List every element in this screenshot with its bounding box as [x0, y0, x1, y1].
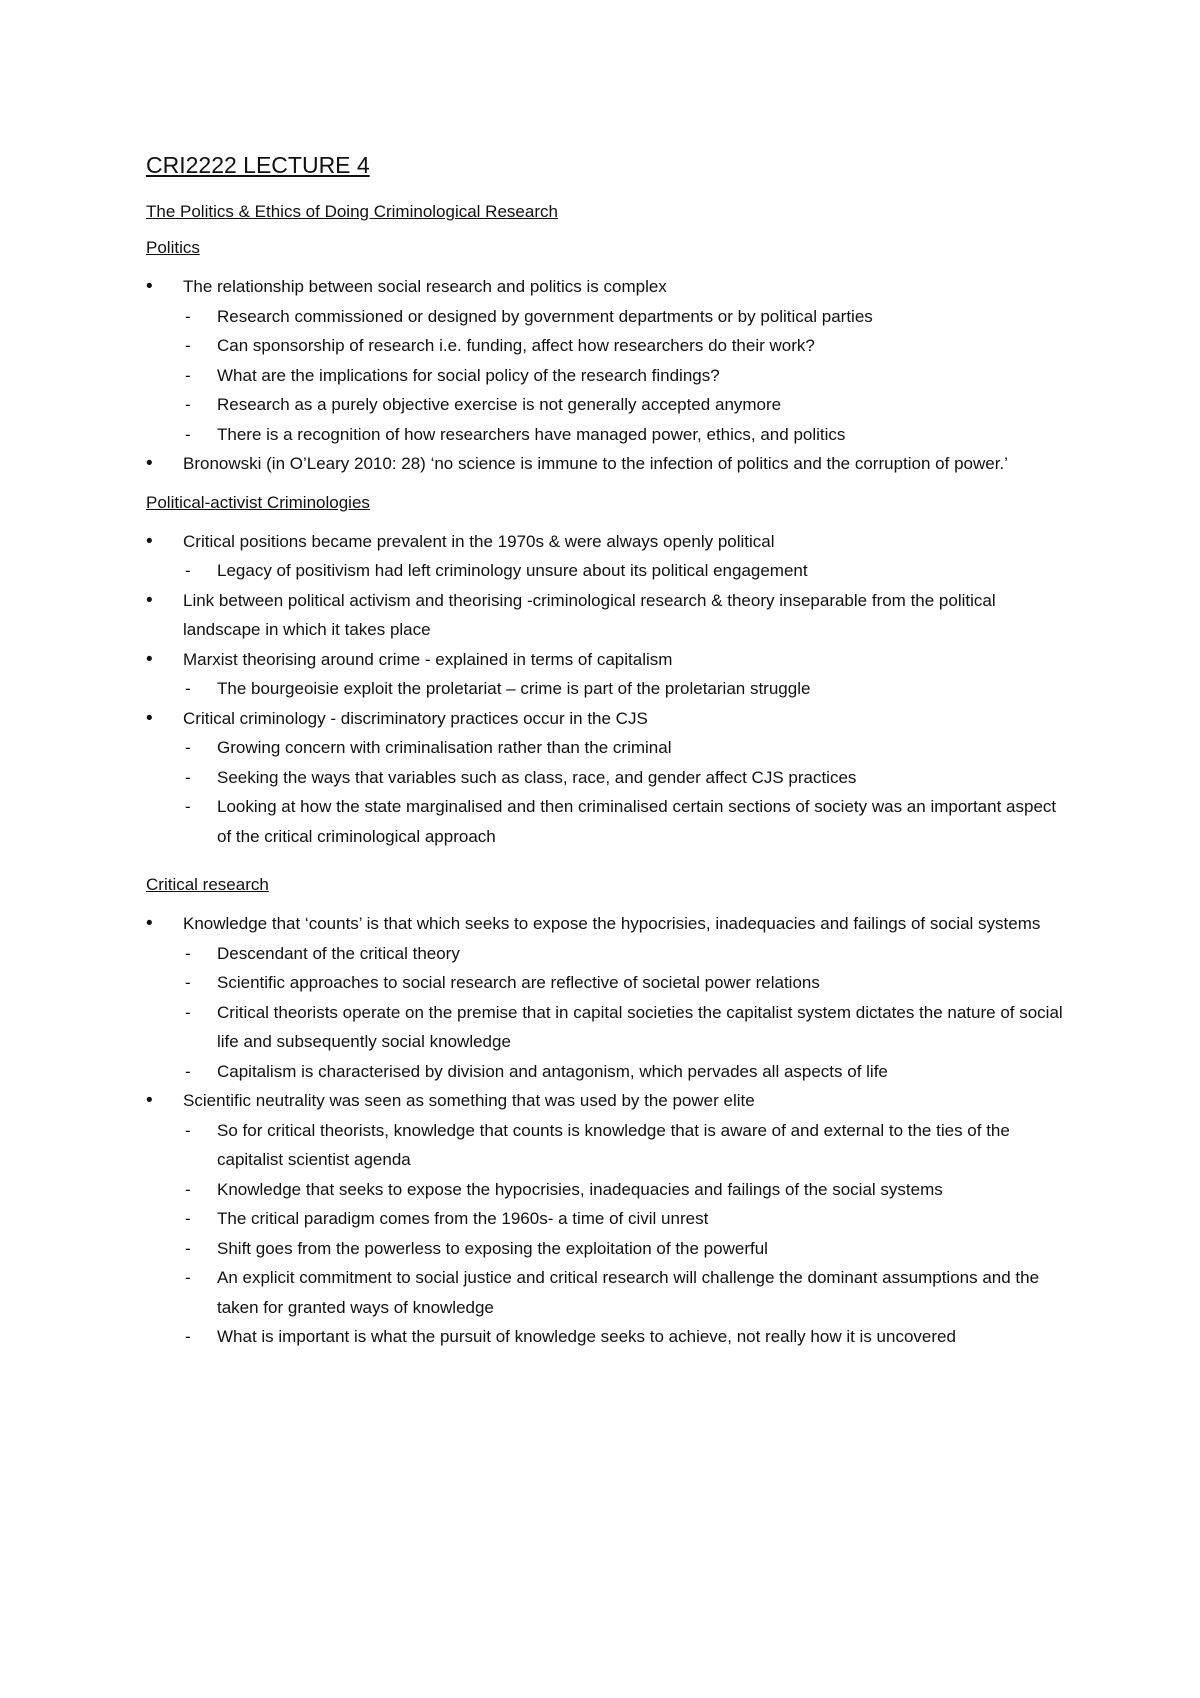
bullet-text: Knowledge that ‘counts’ is that which seeks to expose the hypocrisies, inadequacies and failings of social systems: [183, 914, 1041, 933]
dash-item: - Scientific approaches to social research are reflective of societal power relations: [183, 968, 1066, 998]
section-politics: [146, 236, 1066, 479]
dash-list: [183, 1116, 1066, 1352]
dash-list: [183, 939, 1066, 1087]
dash-item: - Seeking the ways that variables such as class, race, and gender affect CJS practices: [183, 763, 1066, 793]
section-heading: Critical research: [146, 875, 269, 894]
dash-item: - Critical theorists operate on the premise that in capital societies the capitalist system dictates the nature of social life and subsequently social knowledge: [183, 998, 1066, 1057]
dash-list: [183, 733, 1066, 851]
bullet-item: [146, 909, 1066, 1086]
bullet-text: Scientific neutrality was seen as something that was used by the power elite: [183, 1091, 755, 1110]
section-heading: Political-activist Criminologies: [146, 492, 370, 512]
dash-item: - There is a recognition of how researchers have managed power, ethics, and politics: [183, 420, 1066, 450]
dash-list: [183, 674, 1066, 704]
section-critical-research: [146, 873, 1066, 1352]
document-title: CRI2222 LECTURE 4: [146, 152, 370, 178]
dash-item: - Shift goes from the powerless to exposing the exploitation of the powerful: [183, 1234, 1066, 1264]
dash-item: - What is important is what the pursuit of knowledge seeks to achieve, not really how it is uncovered: [183, 1322, 1066, 1352]
section-heading: Politics: [146, 238, 200, 257]
bullet-list: [146, 527, 1066, 852]
dash-item: - Knowledge that seeks to expose the hypocrisies, inadequacies and failings of the social systems: [183, 1175, 1066, 1205]
dash-item: - Research commissioned or designed by government departments or by political parties: [183, 302, 1066, 332]
dash-item: - Research as a purely objective exercise is not generally accepted anymore: [183, 390, 1066, 420]
dash-list: [183, 302, 1066, 450]
bullet-text: Marxist theorising around crime - explained in terms of capitalism: [183, 649, 673, 669]
dash-item: - Can sponsorship of research i.e. funding, affect how researchers do their work?: [183, 331, 1066, 361]
bullet-item: [146, 704, 1066, 852]
document-content: [146, 150, 1066, 1364]
dash-list: [183, 556, 1066, 586]
bullet-item: [146, 527, 1066, 586]
document-subtitle: The Politics & Ethics of Doing Criminological Research: [146, 202, 558, 221]
bullet-item: [146, 449, 1066, 479]
dash-item: - Legacy of positivism had left criminology unsure about its political engagement: [183, 556, 1066, 586]
dash-item: - An explicit commitment to social justice and critical research will challenge the dominant assumptions and the taken for granted ways of knowledge: [183, 1263, 1066, 1322]
bullet-item: [146, 586, 1066, 645]
bullet-text: Critical positions became prevalent in the 1970s & were always openly political: [183, 531, 775, 551]
bullet-text: Link between political activism and theorising -criminological research & theory inseparable from the political landscape in which it takes place: [183, 590, 996, 639]
dash-item: - Growing concern with criminalisation rather than the criminal: [183, 733, 1066, 763]
dash-item: - The bourgeoisie exploit the proletariat – crime is part of the proletarian struggle: [183, 674, 1066, 704]
dash-item: - What are the implications for social policy of the research findings?: [183, 361, 1066, 391]
bullet-text: Bronowski (in O’Leary 2010: 28) ‘no science is immune to the infection of politics and the corruption of power.’: [183, 454, 1008, 473]
bullet-item: [146, 1086, 1066, 1352]
dash-item: - Descendant of the critical theory: [183, 939, 1066, 969]
bullet-list: [146, 272, 1066, 479]
bullet-text: Critical criminology - discriminatory practices occur in the CJS: [183, 708, 648, 728]
dash-item: - The critical paradigm comes from the 1960s- a time of civil unrest: [183, 1204, 1066, 1234]
bullet-item: [146, 272, 1066, 449]
dash-item: - So for critical theorists, knowledge that counts is knowledge that is aware of and external to the ties of the capitalist scientist agenda: [183, 1116, 1066, 1175]
bullet-text: The relationship between social research and politics is complex: [183, 277, 667, 296]
bullet-list: [146, 909, 1066, 1352]
bullet-item: [146, 645, 1066, 704]
section-political-activist: [146, 491, 1066, 852]
dash-item: - Looking at how the state marginalised and then criminalised certain sections of society was an important aspect of the critical criminological approach: [183, 792, 1066, 851]
dash-item: - Capitalism is characterised by division and antagonism, which pervades all aspects of life: [183, 1057, 1066, 1087]
